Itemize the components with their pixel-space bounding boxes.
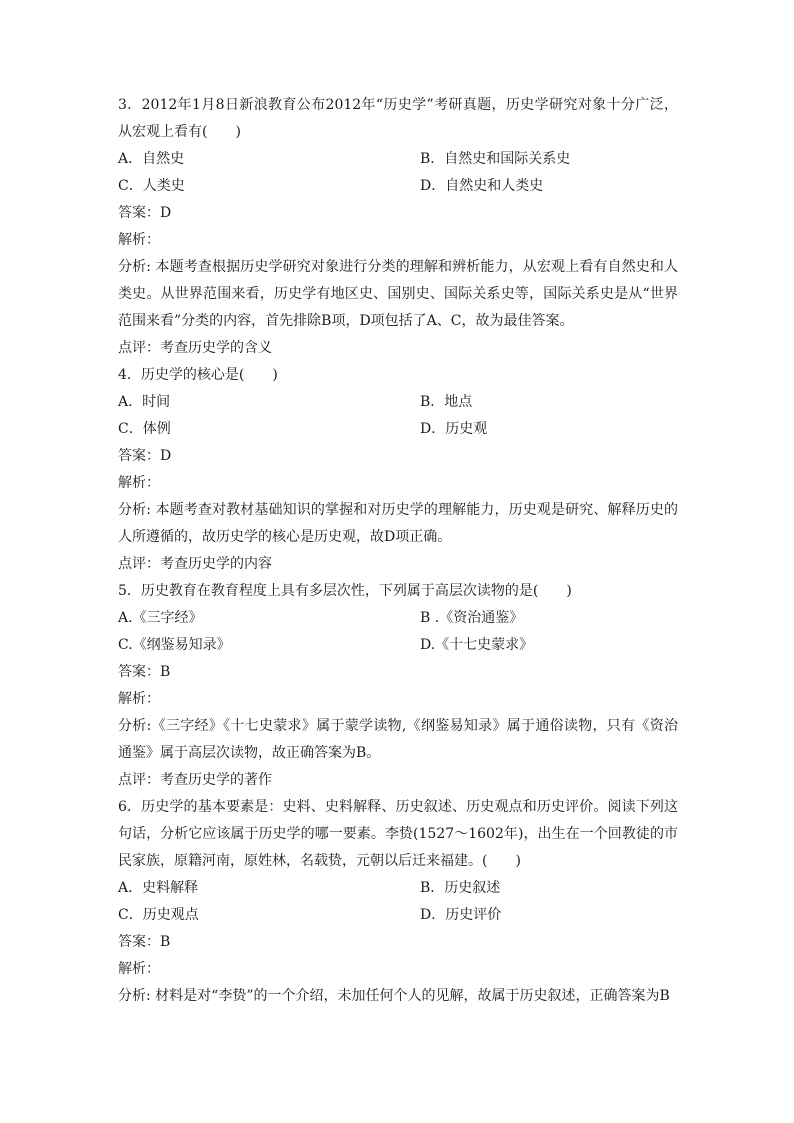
question-stem: 3．2012年1月8日新浪教育公布2012年“历史学”考研真题，历史学研究对象十分广泛，从宏观上看有( ): [118, 97, 678, 140]
comment: 点评：考查历史学的含义: [118, 340, 272, 356]
option-c: C．人类史: [118, 178, 185, 194]
question-6: [118, 794, 678, 1010]
analysis-text: 分析: 本题考查对教材基础知识的掌握和对历史学的理解能力，历史观是研究、解释历史的人所遵循的，故历史学的核心是历史观，故D项正确。: [118, 502, 678, 545]
option-c: C．历史观点: [118, 907, 199, 923]
answer: 答案：D: [118, 448, 172, 464]
option-a: A．自然史: [118, 151, 185, 167]
question-stem: 6．历史学的基本要素是：史料、史料解释、历史叙述、历史观点和历史评价。阅读下列这句话，分析它应该属于历史学的哪一要素。李贽(1527～1602年)，出生在一个回教徒的市民家族，原籍河南，原姓林，名载贽，元朝以后迁来福建。( ): [118, 799, 678, 869]
option-a: A．时间: [118, 394, 171, 410]
question-stem: 4．历史学的核心是( ): [118, 367, 278, 383]
document-page: [118, 92, 678, 1010]
option-b: B．地点: [420, 394, 473, 410]
analysis-text: 分析:《三字经》《十七史蒙求》属于蒙学读物,《纲鉴易知录》属于通俗读物，只有《资治通鉴》属于高层次读物，故正确答案为B。: [118, 718, 678, 761]
comment: 点评：考查历史学的著作: [118, 772, 272, 788]
analysis-label: 解析：: [118, 961, 160, 977]
answer: 答案：B: [118, 664, 171, 680]
option-d: D．自然史和人类史: [420, 178, 544, 194]
option-a: A．史料解释: [118, 880, 199, 896]
question-5: [118, 578, 678, 794]
options-grid: [118, 146, 678, 200]
analysis-label: 解析：: [118, 691, 160, 707]
answer: 答案：B: [118, 934, 171, 950]
question-4: [118, 362, 678, 578]
question-3: [118, 92, 678, 362]
analysis-text: 分析: 本题考查根据历史学研究对象进行分类的理解和辨析能力，从宏观上看有自然史和人类史。从世界范围来看，历史学有地区史、国别史、国际关系史等，国际关系史是从“世界范围来看”分类的内容，首先排除B项，D项包括了A、C，故为最佳答案。: [118, 259, 678, 329]
option-b: B .《资治通鉴》: [420, 610, 524, 626]
option-c: C.《纲鉴易知录》: [118, 637, 231, 653]
answer: 答案：D: [118, 205, 172, 221]
option-d: D．历史评价: [420, 907, 502, 923]
option-d: D.《十七史蒙求》: [420, 637, 534, 653]
options-grid: [118, 605, 678, 659]
comment: 点评：考查历史学的内容: [118, 556, 272, 572]
analysis-label: 解析：: [118, 232, 160, 248]
option-d: D．历史观: [420, 421, 488, 437]
options-grid: [118, 875, 678, 929]
question-stem: 5．历史教育在教育程度上具有多层次性，下列属于高层次读物的是( ): [118, 583, 572, 599]
analysis-label: 解析：: [118, 475, 160, 491]
analysis-text: 分析: 材料是对“李贽”的一个介绍，未加任何个人的见解，故属于历史叙述，正确答案为B: [118, 988, 670, 1004]
options-grid: [118, 389, 678, 443]
option-b: B．自然史和国际关系史: [420, 151, 571, 167]
option-c: C．体例: [118, 421, 171, 437]
option-b: B．历史叙述: [420, 880, 501, 896]
option-a: A.《三字经》: [118, 610, 203, 626]
